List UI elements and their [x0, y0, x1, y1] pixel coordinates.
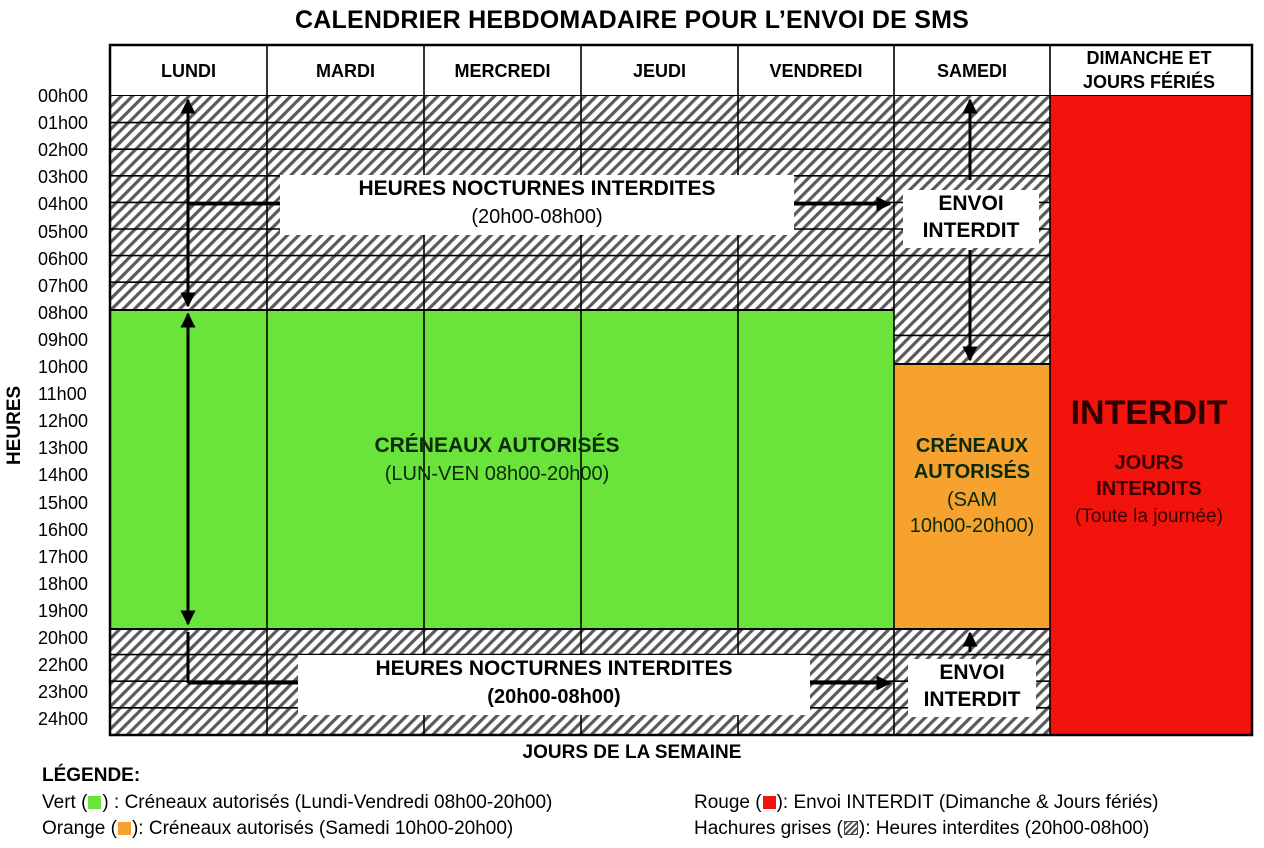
y-axis-label: HEURES [4, 385, 25, 465]
hour-label: 03h00 [38, 167, 89, 188]
hour-label: 10h00 [38, 357, 89, 377]
hour-label: 04h00 [38, 194, 89, 215]
legend-title: LÉGENDE: [42, 765, 141, 786]
x-axis-label: JOURS DE LA SEMAINE [522, 742, 742, 763]
hour-label: 06h00 [38, 248, 89, 269]
legend-orange [42, 818, 513, 840]
hour-label: 23h00 [38, 682, 89, 703]
hatch-swatch-icon [844, 821, 858, 835]
hour-label: 09h00 [38, 329, 89, 350]
envoi-bottom-label [908, 659, 1036, 717]
night-bottom-label [298, 655, 810, 715]
hour-label: 15h00 [38, 492, 89, 513]
hour-label: 08h00 [38, 302, 89, 323]
sunday-zone-big: INTERDIT [1070, 394, 1228, 432]
legend-orange-pre: Orange ( [42, 818, 117, 839]
hour-label: 20h00 [38, 628, 89, 648]
day-header-4: JEUDI [632, 61, 687, 81]
saturday-zone-line4: 10h00-20h00) [909, 515, 1035, 537]
day-header-3: MERCREDI [454, 61, 551, 81]
hour-label: 00h00 [38, 86, 89, 106]
envoi-bottom-line1: ENVOI [939, 661, 1005, 684]
hour-label: 24h00 [38, 709, 89, 730]
orange-swatch-icon [118, 822, 131, 835]
sunday-header-line2: JOURS FÉRIÉS [1082, 72, 1216, 92]
hour-label: 07h00 [38, 275, 89, 296]
saturday-zone-line2: AUTORISÉS [913, 461, 1031, 483]
page-title: CALENDRIER HEBDOMADAIRE POUR L’ENVOI DE SMS [295, 6, 969, 34]
envoi-top-line1: ENVOI [938, 192, 1004, 215]
hour-label: 02h00 [38, 140, 89, 161]
night-bottom-sub: (20h00-08h00) [487, 686, 621, 708]
legend-green-post: ) : Créneaux autorisés (Lundi-Vendredi 08h00-20h00) [102, 792, 553, 813]
legend-green [42, 792, 552, 814]
envoi-top-line2: INTERDIT [922, 219, 1020, 242]
envoi-bottom-line2: INTERDIT [923, 688, 1021, 711]
hour-label: 19h00 [38, 600, 89, 621]
green-swatch-icon [88, 796, 101, 809]
hour-label: 22h00 [38, 655, 89, 676]
legend-hatch-post: ): Heures interdites (20h00-08h00) [858, 818, 1150, 839]
night-bottom-title: HEURES NOCTURNES INTERDITES [375, 657, 733, 680]
hour-label: 18h00 [38, 573, 89, 594]
hour-label: 05h00 [38, 221, 89, 242]
hour-label: 11h00 [38, 384, 87, 405]
hour-label: 17h00 [38, 546, 89, 567]
legend-hatch-pre: Hachures grises ( [694, 818, 843, 839]
hour-label: 14h00 [38, 465, 89, 486]
hour-label: 16h00 [38, 519, 89, 540]
legend-orange-post: ): Créneaux autorisés (Samedi 10h00-20h00) [131, 818, 514, 839]
weekday-zone-sub: (LUN-VEN 08h00-20h00) [384, 463, 610, 485]
day-header-5: VENDREDI [769, 61, 863, 81]
legend-green-pre: Vert ( [42, 792, 88, 813]
sunday-header-line1: DIMANCHE ET [1086, 48, 1212, 68]
hour-label: 13h00 [38, 438, 89, 459]
red-swatch-icon [763, 796, 776, 809]
sunday-zone-line1: JOURS [1114, 452, 1184, 474]
day-header-2: MARDI [316, 61, 375, 81]
night-top-sub: (20h00-08h00) [471, 206, 603, 228]
envoi-top-label [903, 190, 1039, 248]
day-header-6: SAMEDI [936, 61, 1008, 81]
legend-red-pre: Rouge ( [694, 792, 762, 813]
saturday-zone-line3: (SAM [947, 489, 997, 511]
night-top-title: HEURES NOCTURNES INTERDITES [358, 177, 716, 200]
saturday-zone-line1: CRÉNEAUX [915, 435, 1029, 457]
legend-hatch [694, 818, 1149, 840]
night-top-label [280, 175, 794, 235]
day-header-1: LUNDI [161, 61, 216, 81]
hour-label: 12h00 [38, 411, 89, 432]
hour-label: 01h00 [38, 113, 89, 134]
legend-red [694, 792, 1158, 814]
legend-red-post: ): Envoi INTERDIT (Dimanche & Jours fériés) [776, 792, 1159, 813]
sunday-zone-line3: (Toute la journée) [1075, 506, 1223, 527]
weekday-zone-title: CRÉNEAUX AUTORISÉS [374, 434, 620, 457]
sunday-zone-line2: INTERDITS [1096, 478, 1202, 500]
